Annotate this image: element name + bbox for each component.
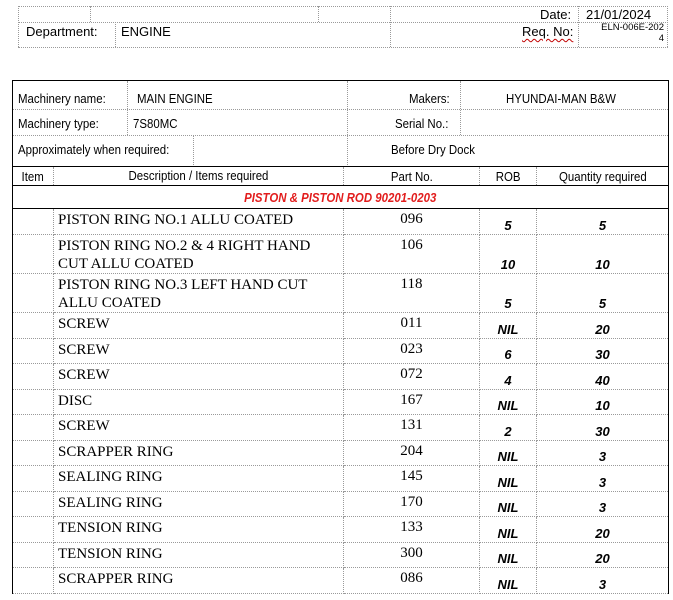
items-table	[12, 166, 669, 594]
row-quantity-cell: 30	[537, 415, 669, 441]
machinery-type-value-text: 7S80MC	[133, 116, 178, 131]
info-col-line	[460, 81, 461, 135]
makers-value	[506, 91, 631, 106]
header-rob-text: ROB	[495, 168, 521, 184]
req-no-value: ELN-006E-2024	[601, 22, 664, 44]
serial-no-label	[395, 116, 456, 131]
table-row	[13, 568, 669, 594]
row-rob-cell: NIL	[480, 390, 537, 415]
machinery-name-label	[18, 91, 118, 106]
row-quantity-cell: 5	[537, 209, 669, 235]
department-value: ENGINE	[121, 24, 171, 39]
row-description-cell: SCREW	[54, 313, 344, 339]
date-value: 21/01/2024	[586, 7, 652, 22]
table-row	[13, 415, 669, 441]
row-description-cell: SCREW	[54, 339, 344, 364]
row-quantity-cell: 3	[537, 466, 669, 492]
machinery-type-label-text: Machinery type:	[18, 116, 99, 131]
row-quantity-cell: 20	[537, 543, 669, 568]
machinery-name-value	[137, 91, 223, 106]
makers-label-text: Makers:	[409, 91, 450, 106]
row-rob-cell: 5	[480, 209, 537, 235]
row-item-cell	[13, 339, 54, 364]
row-part-no-cell: 023	[344, 339, 480, 364]
table-row	[13, 364, 669, 390]
makers-value-text: HYUNDAI-MAN B&W	[506, 91, 616, 106]
table-header-row	[13, 167, 669, 186]
row-description-cell: DISC	[54, 390, 344, 415]
row-description-cell: PISTON RING NO.3 LEFT HAND CUT ALLU COATED	[54, 274, 344, 313]
row-part-no-cell: 133	[344, 517, 480, 543]
row-item-cell	[13, 568, 54, 594]
row-part-no-cell: 131	[344, 415, 480, 441]
required-when-label	[18, 142, 190, 157]
row-item-cell	[13, 390, 54, 415]
required-when-label-text: Approximately when required:	[18, 142, 170, 157]
required-when-value	[391, 142, 486, 157]
header-grid-line	[90, 6, 91, 22]
row-rob-cell: 6	[480, 339, 537, 364]
row-rob-cell: NIL	[480, 492, 537, 517]
header-quantity-text: Quantity required	[558, 168, 647, 184]
section-title	[13, 186, 669, 209]
header-grid-line	[667, 6, 668, 47]
row-description-cell: TENSION RING	[54, 517, 344, 543]
row-item-cell	[13, 492, 54, 517]
row-rob-cell: 4	[480, 364, 537, 390]
row-item-cell	[13, 517, 54, 543]
row-item-cell	[13, 209, 54, 235]
header-rob	[480, 167, 537, 186]
row-description-cell: SCREW	[54, 364, 344, 390]
row-item-cell	[13, 235, 54, 274]
row-quantity-cell: 3	[537, 441, 669, 466]
row-quantity-cell: 40	[537, 364, 669, 390]
info-col-line	[193, 135, 194, 167]
makers-label	[409, 91, 455, 106]
header-grid-line	[18, 6, 19, 47]
row-quantity-cell: 3	[537, 568, 669, 594]
row-item-cell	[13, 415, 54, 441]
table-row	[13, 441, 669, 466]
header-item-text: Item	[21, 168, 45, 184]
row-quantity-cell: 10	[537, 235, 669, 274]
row-quantity-cell: 5	[537, 274, 669, 313]
table-row	[13, 517, 669, 543]
row-description-cell: TENSION RING	[54, 543, 344, 568]
row-part-no-cell: 072	[344, 364, 480, 390]
info-row-line	[13, 135, 668, 136]
row-rob-cell: NIL	[480, 466, 537, 492]
machinery-type-value	[133, 116, 184, 131]
row-description-cell: SCREW	[54, 415, 344, 441]
row-description-cell: PISTON RING NO.2 & 4 RIGHT HAND CUT ALLU COATED	[54, 235, 344, 274]
table-row	[13, 390, 669, 415]
row-part-no-cell: 096	[344, 209, 480, 235]
row-rob-cell: NIL	[480, 543, 537, 568]
row-rob-cell: NIL	[480, 313, 537, 339]
table-row	[13, 466, 669, 492]
serial-no-label-text: Serial No.:	[395, 116, 449, 131]
header-grid-line	[318, 6, 319, 22]
row-quantity-cell: 10	[537, 390, 669, 415]
row-description-cell: SEALING RING	[54, 492, 344, 517]
info-col-line	[127, 81, 128, 135]
row-part-no-cell: 170	[344, 492, 480, 517]
row-part-no-cell: 204	[344, 441, 480, 466]
row-item-cell	[13, 543, 54, 568]
row-item-cell	[13, 466, 54, 492]
header-grid-line	[390, 6, 391, 47]
table-row	[13, 313, 669, 339]
row-quantity-cell: 20	[537, 517, 669, 543]
row-description-cell: SEALING RING	[54, 466, 344, 492]
header-quantity	[537, 167, 669, 186]
header-part-no	[344, 167, 480, 186]
row-part-no-cell: 106	[344, 235, 480, 274]
date-label: Date:	[540, 7, 572, 22]
table-row	[13, 543, 669, 568]
row-rob-cell: 2	[480, 415, 537, 441]
row-part-no-cell: 011	[344, 313, 480, 339]
row-item-cell	[13, 274, 54, 313]
header-grid-line	[115, 22, 116, 47]
table-row	[13, 235, 669, 274]
row-item-cell	[13, 313, 54, 339]
header-description	[54, 167, 344, 186]
row-description-cell: PISTON RING NO.1 ALLU COATED	[54, 209, 344, 235]
info-row-line	[13, 109, 668, 110]
row-rob-cell: 5	[480, 274, 537, 313]
row-quantity-cell: 30	[537, 339, 669, 364]
machinery-type-label	[18, 116, 110, 131]
machinery-name-label-text: Machinery name:	[18, 91, 106, 106]
department-label: Department:	[26, 24, 98, 39]
row-item-cell	[13, 364, 54, 390]
row-rob-cell: NIL	[480, 568, 537, 594]
row-item-cell	[13, 441, 54, 466]
table-row	[13, 209, 669, 235]
row-part-no-cell: 086	[344, 568, 480, 594]
table-row	[13, 339, 669, 364]
row-rob-cell: 10	[480, 235, 537, 274]
row-description-cell: SCRAPPER RING	[54, 568, 344, 594]
row-part-no-cell: 167	[344, 390, 480, 415]
header-item	[13, 167, 54, 186]
section-title-text: PISTON & PISTON ROD 90201-0203	[244, 189, 437, 205]
header-part-no-text: Part No.	[390, 168, 433, 184]
row-quantity-cell: 3	[537, 492, 669, 517]
info-col-line	[347, 81, 348, 167]
req-no-label-text: Req. No:	[522, 24, 574, 39]
row-part-no-cell: 145	[344, 466, 480, 492]
header-grid-line	[18, 47, 668, 48]
section-row	[13, 186, 669, 209]
table-row	[13, 492, 669, 517]
machinery-info-block	[12, 80, 669, 167]
table-row	[13, 274, 669, 313]
row-part-no-cell: 118	[344, 274, 480, 313]
machinery-name-value-text: MAIN ENGINE	[137, 91, 213, 106]
row-part-no-cell: 300	[344, 543, 480, 568]
row-rob-cell: NIL	[480, 517, 537, 543]
required-when-value-text: Before Dry Dock	[391, 142, 475, 157]
row-rob-cell: NIL	[480, 441, 537, 466]
row-quantity-cell: 20	[537, 313, 669, 339]
row-description-cell: SCRAPPER RING	[54, 441, 344, 466]
header-grid-line	[578, 6, 579, 47]
header-description-text: Description / Items required	[128, 168, 269, 183]
req-no-label	[522, 24, 573, 39]
